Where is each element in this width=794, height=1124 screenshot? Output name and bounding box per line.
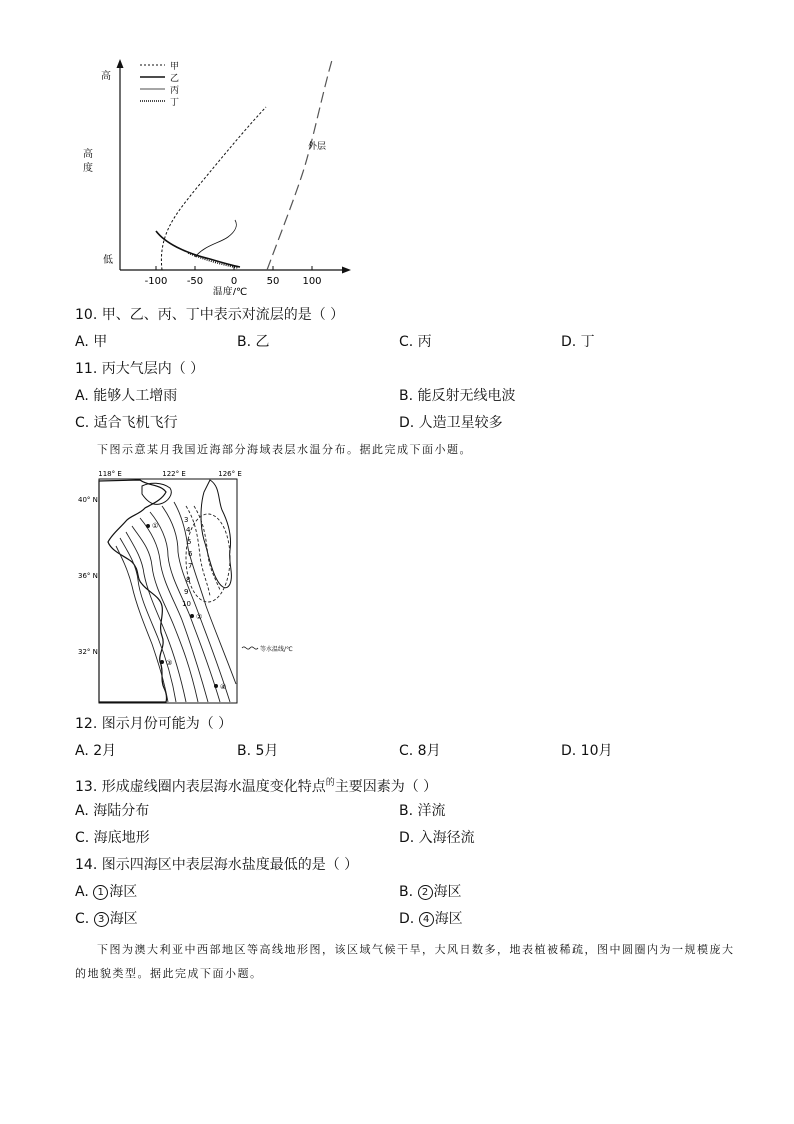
- intro-australia: 下图为澳大利亚中西部地区等高线地形图，该区域气候干旱，大风日数多，地表植被稀疏，图中圆圈内为一规模庞大的地貌类型。据此完成下面小题。: [75, 943, 735, 980]
- option-prefix: D.: [399, 911, 415, 927]
- lat-label: 36° N: [78, 572, 98, 580]
- question-14-stem: 14. 图示四海区中表层海水盐度最低的是（ ）: [75, 857, 359, 873]
- q13-stem-part-a: 13. 形成虚线圈内表层海水温度变化特点: [75, 779, 326, 795]
- x-tick-label: 0: [230, 276, 238, 287]
- lon-label: 122° E: [162, 470, 186, 478]
- q10-option-c[interactable]: C. 丙: [399, 334, 432, 350]
- x-tick-label: -100: [144, 276, 168, 287]
- legend-jia: 甲: [170, 62, 180, 72]
- map-legend: 等水温线/℃: [260, 646, 293, 653]
- curve-yi: [156, 231, 240, 267]
- y-axis-high-label: 高: [101, 71, 111, 82]
- legend-yi: 乙: [170, 74, 180, 84]
- isotherm: [162, 506, 230, 702]
- question-10-stem: 10. 甲、乙、丙、丁中表示对流层的是（ ）: [75, 307, 345, 323]
- lat-label: 32° N: [78, 648, 98, 656]
- lon-label: 126° E: [218, 470, 242, 478]
- region-label-4: ④: [220, 683, 227, 691]
- x-axis-label: 温度/℃: [212, 287, 248, 295]
- legend-symbol: [242, 647, 258, 649]
- region-marker-1: [146, 524, 150, 528]
- q14-option-b[interactable]: [399, 883, 462, 901]
- question-12-stem: 12. 图示月份可能为（ ）: [75, 716, 233, 732]
- legend-bing: 丙: [170, 86, 180, 96]
- region-label-3: ③: [166, 659, 173, 667]
- isotherm-label: 10: [182, 600, 191, 608]
- circled-number: 3: [94, 912, 109, 927]
- region-marker-4: [214, 684, 218, 688]
- curve-outer-layer: [267, 60, 332, 270]
- option-prefix: A.: [75, 884, 89, 900]
- q13-option-a[interactable]: A. 海陆分布: [75, 803, 150, 819]
- question-11-stem: 11. 丙大气层内（ ）: [75, 361, 205, 377]
- sea-temperature-map: [70, 466, 310, 706]
- isotherm-label: 9: [184, 588, 189, 596]
- y-axis-label-1: 高: [83, 149, 93, 160]
- q13-stem-sup: 的: [325, 778, 335, 788]
- q11-option-a[interactable]: A. 能够人工增雨: [75, 388, 178, 404]
- q11-option-c[interactable]: C. 适合飞机飞行: [75, 415, 178, 431]
- option-text: 海区: [434, 911, 463, 927]
- x-tick-label: 100: [302, 276, 322, 287]
- outer-layer-label: 外层: [308, 142, 327, 152]
- q10-option-a[interactable]: A. 甲: [75, 334, 108, 350]
- q13-stem-part-b: 主要因素为（ ）: [334, 779, 438, 795]
- legend-ding: 丁: [170, 98, 180, 108]
- q13-option-c[interactable]: C. 海底地形: [75, 830, 150, 846]
- q12-option-b[interactable]: B. 5月: [237, 743, 279, 759]
- q11-option-b[interactable]: B. 能反射无线电波: [399, 388, 516, 404]
- option-prefix: C.: [75, 911, 90, 927]
- q14-option-a[interactable]: [75, 883, 137, 901]
- circled-number: 2: [418, 885, 433, 900]
- atmosphere-temperature-chart: [70, 55, 360, 295]
- option-prefix: B.: [399, 884, 414, 900]
- coastline-korea: [201, 480, 231, 588]
- option-text: 海区: [109, 911, 138, 927]
- isotherm-label: 4: [186, 526, 191, 534]
- isotherm-label: 7: [188, 562, 193, 570]
- isotherm-label: 3: [184, 516, 189, 524]
- isotherm-label: 8: [186, 576, 191, 584]
- intro-sea-temperature: 下图示意某月我国近海部分海域表层水温分布。据此完成下面小题。: [97, 443, 472, 456]
- q10-option-d[interactable]: D. 丁: [561, 334, 595, 350]
- y-axis-low-label: 低: [103, 255, 113, 266]
- region-label-2: ②: [196, 613, 203, 621]
- x-tick-label: 50: [266, 276, 280, 287]
- circled-number: 4: [419, 912, 434, 927]
- isotherm-label: 5: [187, 538, 192, 546]
- option-text: 海区: [109, 884, 138, 900]
- q14-option-c[interactable]: [75, 910, 138, 928]
- q12-option-c[interactable]: C. 8月: [399, 743, 441, 759]
- lat-label: 40° N: [78, 496, 98, 504]
- q11-option-d[interactable]: D. 人造卫星较多: [399, 415, 503, 431]
- curve-jia: [161, 107, 266, 270]
- q12-option-a[interactable]: A. 2月: [75, 743, 117, 759]
- isotherm-label: 6: [188, 550, 193, 558]
- q10-option-b[interactable]: B. 乙: [237, 334, 270, 350]
- q14-option-d[interactable]: [399, 910, 463, 928]
- option-text: 海区: [433, 884, 462, 900]
- region-marker-3: [160, 660, 164, 664]
- x-tick-label: -50: [186, 276, 204, 287]
- lon-label: 118° E: [98, 470, 122, 478]
- question-13-stem: [75, 774, 437, 796]
- q13-option-d[interactable]: D. 入海径流: [399, 830, 475, 846]
- q13-option-b[interactable]: B. 洋流: [399, 803, 446, 819]
- curve-bing: [195, 220, 236, 257]
- coastline-mainland: [99, 480, 167, 702]
- circled-number: 1: [93, 885, 108, 900]
- region-marker-2: [190, 614, 194, 618]
- region-label-1: ①: [152, 522, 159, 530]
- q12-option-d[interactable]: D. 10月: [561, 743, 613, 759]
- y-axis-label-2: 度: [83, 163, 93, 174]
